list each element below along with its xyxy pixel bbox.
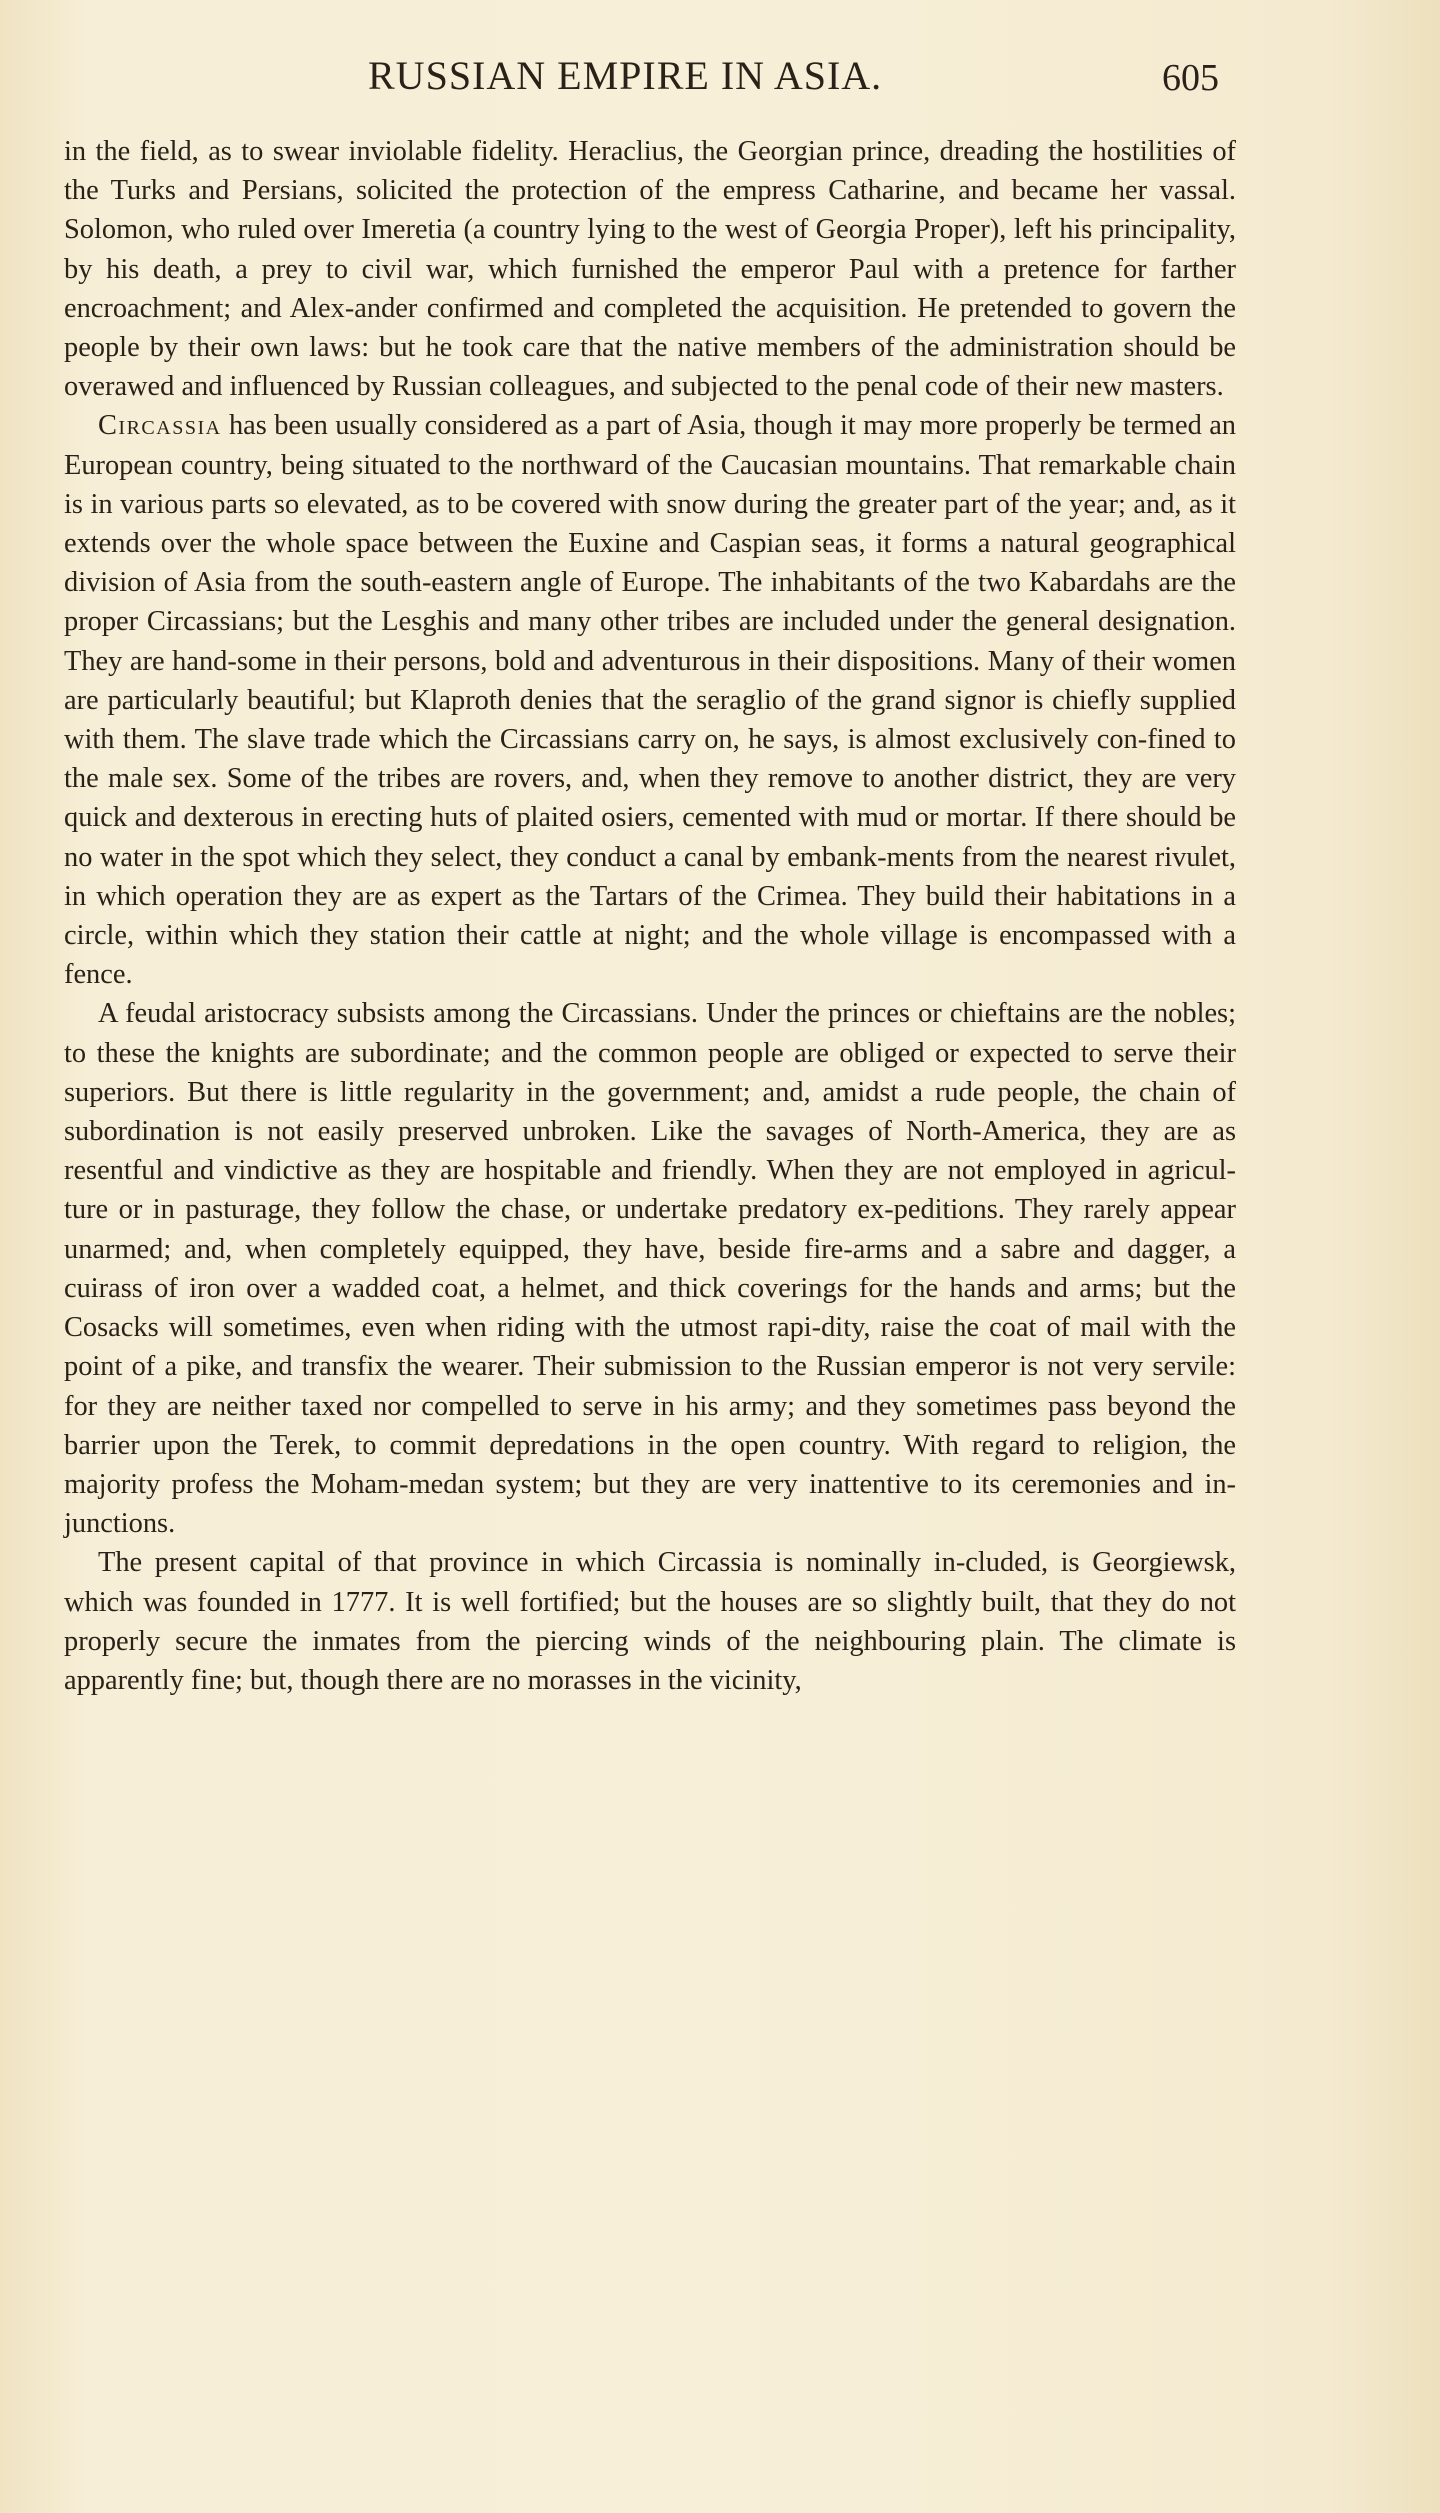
body-text [64,132,1236,1700]
page-number: 605 [1162,57,1219,99]
paragraph-4-text: The present capital of that province in which Circassia is nominally in-cluded, is Georgiewsk, which was founded in 1777. It is well fortified; but the houses are so slightly built, that they do not properly secure the inmates from the piercing winds of the neighbouring plain. The climate is apparently fine; but, though there are no morasses in the vicinity, [64,1547,1236,1696]
paragraph-1 [64,132,1236,406]
paragraph-4 [64,1543,1236,1700]
paragraph-2 [64,406,1236,994]
paragraph-3 [64,994,1236,1543]
paragraph-2-lead: Circassia [98,410,222,442]
page-header [0,52,1440,112]
paragraph-1-text: in the field, as to swear inviolable fidelity. Heraclius, the Georgian prince, dreading the hostilities of the Turks and Persians, solicited the protection of the empress Catharine, and became her vassal. Solomon, who ruled over Imeretia (a country lying to the west of Georgia Proper), left his principality, by his death, a prey to civil war, which furnished the emperor Paul with a pretence for farther encroachment; and Alex-ander confirmed and completed the acquisition. He pretended to govern the people by their own laws: but he took care that the native members of the administration should be overawed and influenced by Russian colleagues, and subjected to the penal code of their new masters. [64,136,1236,403]
running-title: RUSSIAN EMPIRE IN ASIA. [368,53,883,98]
paragraph-3-text: A feudal aristocracy subsists among the Circassians. Under the princes or chieftains are the nobles; to these the knights are subordinate; and the common people are obliged or expected to serve their superiors. But there is little regularity in the government; and, amidst a rude people, the chain of subordination is not easily preserved unbroken. Like the savages of North-America, they are as resentful and vindictive as they are hospitable and friendly. When they are not employed in agricul-ture or in pasturage, they follow the chase, or undertake predatory ex-peditions. They rarely appear unarmed; and, when completely equipped, they have, beside fire-arms and a sabre and dagger, a cuirass of iron over a wadded coat, a helmet, and thick coverings for the hands and arms; but the Cosacks will sometimes, even when riding with the utmost rapi-dity, raise the coat of mail with the point of a pike, and transfix the wearer. Their submission to the Russian emperor is not very servile: for they are neither taxed nor compelled to serve in his army; and they sometimes pass beyond the barrier upon the Terek, to commit depredations in the open country. With regard to religion, the majority profess the Moham-medan system; but they are very inattentive to its ceremonies and in-junctions. [64,998,1236,1540]
paragraph-2-text: has been usually considered as a part of Asia, though it may more properly be termed an European country, being situated to the northward of the Caucasian mountains. That remarkable chain is in various parts so elevated, as to be covered with snow during the greater part of the year; and, as it extends over the whole space between the Euxine and Caspian seas, it forms a natural geographical division of Asia from the south-eastern angle of Europe. The inhabitants of the two Kabardahs are the proper Circassians; but the Lesghis and many other tribes are included under the general designation. They are hand-some in their persons, bold and adventurous in their dispositions. Many of their women are particularly beautiful; but Klaproth denies that the seraglio of the grand signor is chiefly supplied with them. The slave trade which the Circassians carry on, he says, is almost exclusively con-fined to the male sex. Some of the tribes are rovers, and, when they remove to another district, they are very quick and dexterous in erecting huts of plaited osiers, cemented with mud or mortar. If there should be no water in the spot which they select, they conduct a canal by embank-ments from the nearest rivulet, in which operation they are as expert as the Tartars of the Crimea. They build their habitations in a circle, within which they station their cattle at night; and the whole village is encompassed with a fence. [64,410,1236,991]
